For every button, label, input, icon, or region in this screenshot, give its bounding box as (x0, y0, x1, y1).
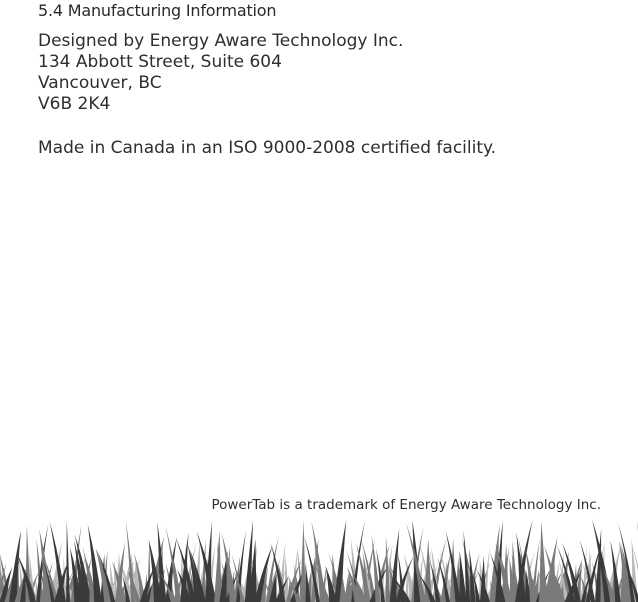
trademark-notice: PowerTab is a trademark of Energy Aware Technology Inc. (211, 497, 601, 513)
grass-blade (66, 520, 70, 602)
grass-front-layer (0, 519, 638, 602)
grass-blade (539, 521, 547, 602)
grass-decoration (0, 516, 638, 602)
manufacturer-address (38, 31, 403, 115)
origin-statement: Made in Canada in an ISO 9000-2008 certified facility. (38, 138, 497, 158)
address-line-company: Designed by Energy Aware Technology Inc. (38, 31, 404, 51)
grass-blade (300, 520, 305, 602)
address-line-street: 134 Abbott Street, Suite 604 (38, 52, 282, 72)
grass-blade (214, 531, 222, 602)
address-line-city: Vancouver, BC (38, 73, 162, 93)
address-line-postal: V6B 2K4 (38, 94, 111, 114)
section-title: 5.4 Manufacturing Information (38, 1, 277, 20)
